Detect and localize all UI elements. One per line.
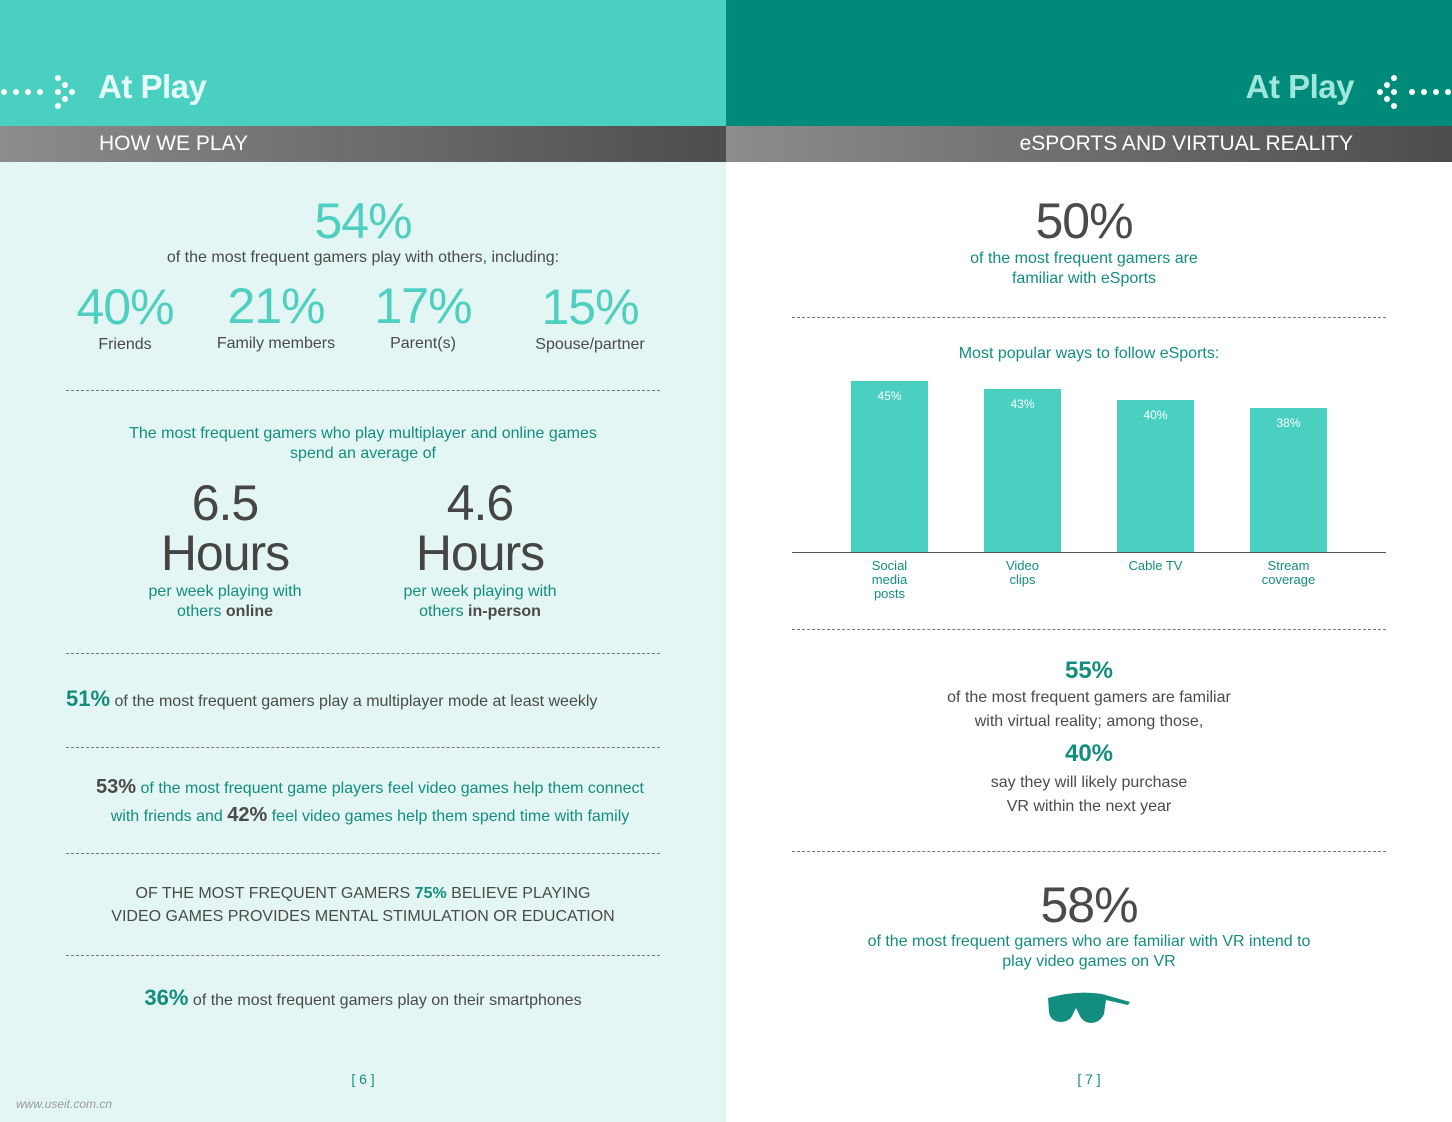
- chart-category-line: Social: [871, 558, 908, 573]
- chart-category-label: [1106, 559, 1206, 573]
- smartphone-text: of the most frequent gamers play on their smartphones: [192, 992, 582, 1009]
- smartphone-stat: [0, 985, 726, 1011]
- top-stat-value: 54%: [314, 193, 412, 249]
- mental-stat: [0, 882, 726, 928]
- hours-unit: Hours: [160, 525, 290, 581]
- page-number: [ 6 ]: [351, 1071, 375, 1087]
- divider: [66, 747, 660, 748]
- divider: [792, 317, 1386, 318]
- right-subheader-text: eSPORTS AND VIRTUAL REALITY: [1019, 132, 1353, 155]
- chart-category-line: clips: [1009, 572, 1036, 587]
- top-stat: [0, 192, 726, 250]
- breakdown-item: [206, 277, 346, 353]
- left-header: [0, 0, 726, 126]
- vr-play-line: play video games on VR: [1002, 953, 1176, 970]
- right-page: [726, 0, 1452, 1122]
- hours-caption: per week playing with: [148, 583, 302, 600]
- chart-category-label: [1239, 559, 1339, 587]
- mental-prefix: OF THE MOST FREQUENT GAMERS: [135, 885, 411, 902]
- vr-familiar-line: of the most frequent gamers are familiar: [947, 689, 1231, 706]
- divider: [66, 853, 660, 854]
- hours-unit: Hours: [415, 525, 545, 581]
- esports-caption-line: familiar with eSports: [1011, 270, 1157, 287]
- hours-caption-line2: [360, 602, 600, 622]
- mental-suffix: BELIEVE PLAYING: [451, 885, 591, 902]
- esports-caption: [726, 249, 1442, 289]
- watermark: www.useit.com.cn: [16, 1097, 113, 1111]
- esports-chart: [792, 380, 1386, 610]
- multiplayer-value: 51%: [66, 686, 111, 711]
- left-subheader: [0, 126, 726, 162]
- breakdown-label: Friends: [98, 336, 152, 353]
- hours-caption-line2: [105, 602, 345, 622]
- divider: [66, 390, 660, 391]
- breakdown-label: Parent(s): [390, 335, 456, 352]
- vr-purchase-value: 40%: [1064, 740, 1114, 767]
- breakdown-item: [65, 278, 185, 354]
- breakdown-value: 40%: [76, 279, 174, 335]
- hours-number: 6.5: [191, 475, 259, 531]
- connect-text-1: of the most frequent game players feel video games help them connect: [140, 780, 644, 797]
- connect-value-1: 53%: [96, 776, 137, 798]
- vr-purchase-line: VR within the next year: [1006, 798, 1172, 815]
- top-stat-caption: of the most frequent gamers play with others, including:: [166, 249, 560, 266]
- vr-familiar-value: 55%: [1064, 657, 1114, 684]
- connect-value-2: 42%: [227, 804, 268, 826]
- esports-caption-line: of the most frequent gamers are: [970, 250, 1198, 267]
- chart-baseline: [792, 552, 1386, 553]
- chart-category-line: Video: [1005, 558, 1039, 573]
- breakdown-value: 21%: [227, 278, 325, 334]
- mental-value: 75%: [414, 885, 447, 902]
- divider: [792, 851, 1386, 852]
- vr-play-caption: [726, 932, 1452, 972]
- chart-category-label: [973, 559, 1073, 587]
- multiplayer-text: of the most frequent gamers play a multiplayer mode at least weekly: [114, 693, 598, 710]
- chart-category-line: coverage: [1261, 572, 1316, 587]
- vr-play-stat: [726, 876, 1452, 934]
- vr-purchase-line: say they will likely purchase: [990, 774, 1188, 791]
- chart-bar: [851, 381, 928, 552]
- hours-caption-bold: in-person: [468, 603, 541, 620]
- connect-text-2: with friends and: [110, 808, 223, 825]
- chart-category-line: posts: [873, 586, 906, 601]
- chart-category-label: [840, 559, 940, 601]
- divider: [66, 955, 660, 956]
- breakdown-label: Spouse/partner: [535, 336, 645, 353]
- hours-intro-line: spend an average of: [290, 445, 436, 462]
- dots-arrow-icon: [1372, 74, 1452, 110]
- dots-arrow-icon: [0, 74, 80, 110]
- chart-category-line: Stream: [1267, 558, 1310, 573]
- chart-category-line: Cable TV: [1128, 558, 1183, 573]
- divider: [792, 629, 1386, 630]
- right-header: [726, 0, 1452, 126]
- hours-intro-line: The most frequent gamers who play multiplayer and online games: [129, 425, 597, 442]
- hours-intro: [0, 424, 726, 464]
- hours-in-person: [360, 475, 600, 622]
- vr-purchase-stat: [726, 739, 1452, 819]
- hours-caption-prefix: others: [419, 603, 469, 620]
- vr-play-line: of the most frequent gamers who are familiar with VR intend to: [867, 933, 1311, 950]
- chart-category-line: media: [871, 572, 908, 587]
- chart-data-label: 45%: [877, 389, 902, 403]
- multiplayer-stat: [66, 686, 706, 712]
- vr-glasses-icon: [1046, 988, 1132, 1026]
- smartphone-value: 36%: [144, 985, 189, 1010]
- esports-stat: [726, 192, 1442, 250]
- chart-title: Most popular ways to follow eSports:: [958, 345, 1220, 362]
- chart-bar: [984, 389, 1061, 552]
- chart-data-label: 40%: [1143, 408, 1168, 422]
- breakdown-value: 17%: [374, 278, 472, 334]
- vr-familiar-stat: [726, 656, 1452, 734]
- page-number: [ 7 ]: [1077, 1071, 1101, 1087]
- chart-data-label: 43%: [1010, 396, 1035, 411]
- connect-text-3: feel video games help them spend time with family: [271, 808, 630, 825]
- breakdown-label: Family members: [216, 335, 336, 352]
- chart-bar: [1117, 400, 1194, 552]
- breakdown-item: [363, 277, 483, 353]
- left-subheader-text: HOW WE PLAY: [99, 132, 248, 155]
- hours-online: [105, 475, 345, 622]
- mental-line2: VIDEO GAMES PROVIDES MENTAL STIMULATION OR EDUCATION: [111, 908, 615, 925]
- chart-data-label: 38%: [1276, 415, 1301, 430]
- esports-value: 50%: [1035, 193, 1133, 249]
- hours-caption-prefix: others: [176, 603, 226, 620]
- hours-caption-bold: online: [225, 603, 274, 620]
- breakdown-value: 15%: [541, 279, 639, 335]
- left-header-title: At Play: [98, 68, 207, 105]
- breakdown-item: [520, 278, 660, 354]
- hours-caption: per week playing with: [403, 583, 557, 600]
- connect-stat: [0, 774, 740, 830]
- right-subheader: [726, 126, 1452, 162]
- vr-play-value: 58%: [1040, 877, 1138, 933]
- divider: [66, 653, 660, 654]
- vr-familiar-line: with virtual reality; among those,: [974, 713, 1204, 730]
- right-header-title: At Play: [1245, 68, 1354, 105]
- hours-number: 4.6: [446, 475, 514, 531]
